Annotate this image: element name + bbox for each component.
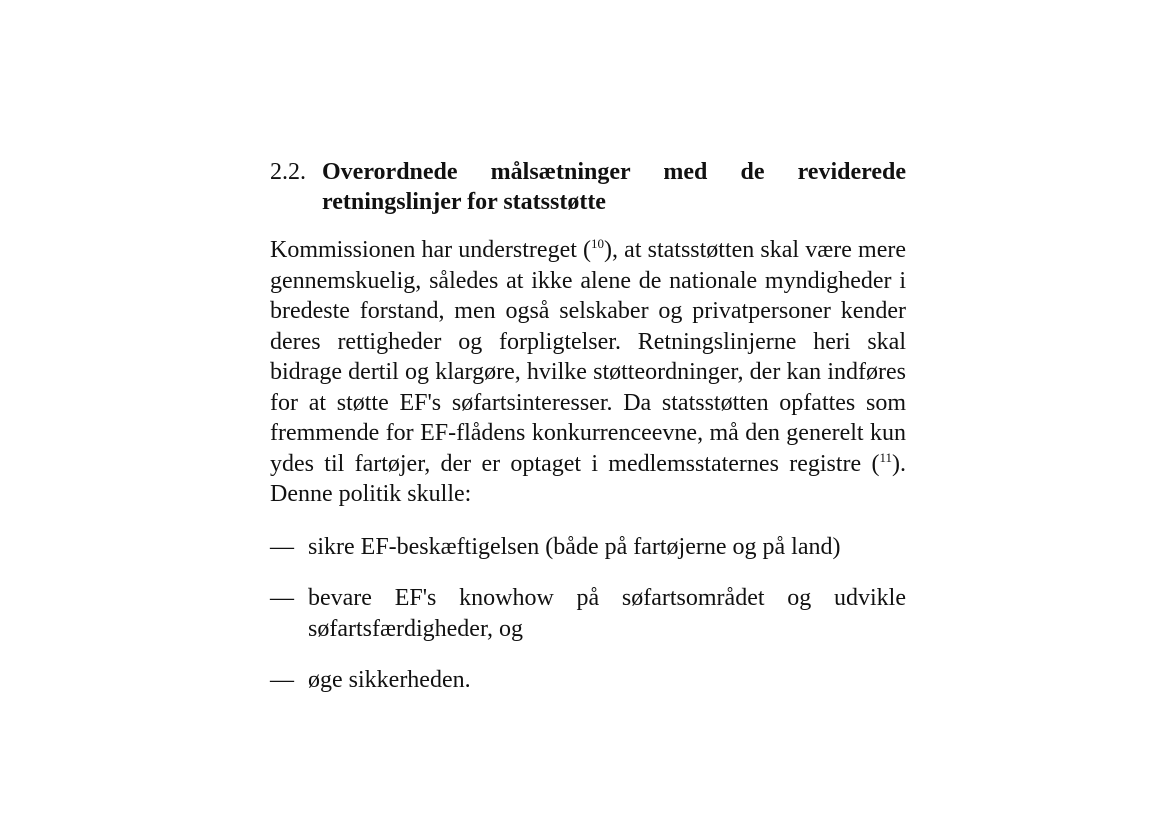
list-dash: — xyxy=(270,585,294,611)
objectives-list xyxy=(270,532,906,696)
body-paragraph xyxy=(270,235,906,510)
document-page xyxy=(270,157,906,717)
paragraph-text-2: ), at statsstøtten skal være mere gennemskuelig, således at ikke alene de nationale myndigheder i bredeste forstand, men også selskaber og privatpersoner kender deres rettigheder og forpligtelser. Retningslinjerne heri skal bidrage dertil og klargøre, hvilke støtteordninger, der kan indføres for at støtte EF's søfartsinteresser. Da statsstøtten opfattes som fremmende for EF-flådens konkurrenceevne, må den generelt kun ydes til fartøjer, der er optaget i medlemsstaternes registre ( xyxy=(270,237,906,477)
list-item xyxy=(270,583,906,644)
list-item-text: bevare EF's knowhow på søfartsområdet og udvikle søfartsfærdigheder, og xyxy=(308,585,906,642)
section-title: Overordnede målsætninger med de reviderede retningslinjer for statsstøtte xyxy=(322,159,906,215)
list-item-text: sikre EF-beskæftigelsen (både på fartøjerne og på land) xyxy=(308,533,841,560)
section-heading xyxy=(270,157,906,217)
paragraph-text-3: ). Denne politik skulle: xyxy=(270,450,906,507)
list-item xyxy=(270,665,906,696)
list-item-text: øge sikkerheden. xyxy=(308,667,471,693)
section-number: 2.2. xyxy=(270,159,306,185)
list-item xyxy=(270,532,906,563)
list-dash: — xyxy=(270,667,294,693)
paragraph-text-1: Kommissionen har understreget ( xyxy=(270,237,592,263)
footnote-ref-11: 11 xyxy=(879,449,892,465)
footnote-ref-10: 10 xyxy=(591,236,605,251)
list-dash: — xyxy=(270,533,294,560)
